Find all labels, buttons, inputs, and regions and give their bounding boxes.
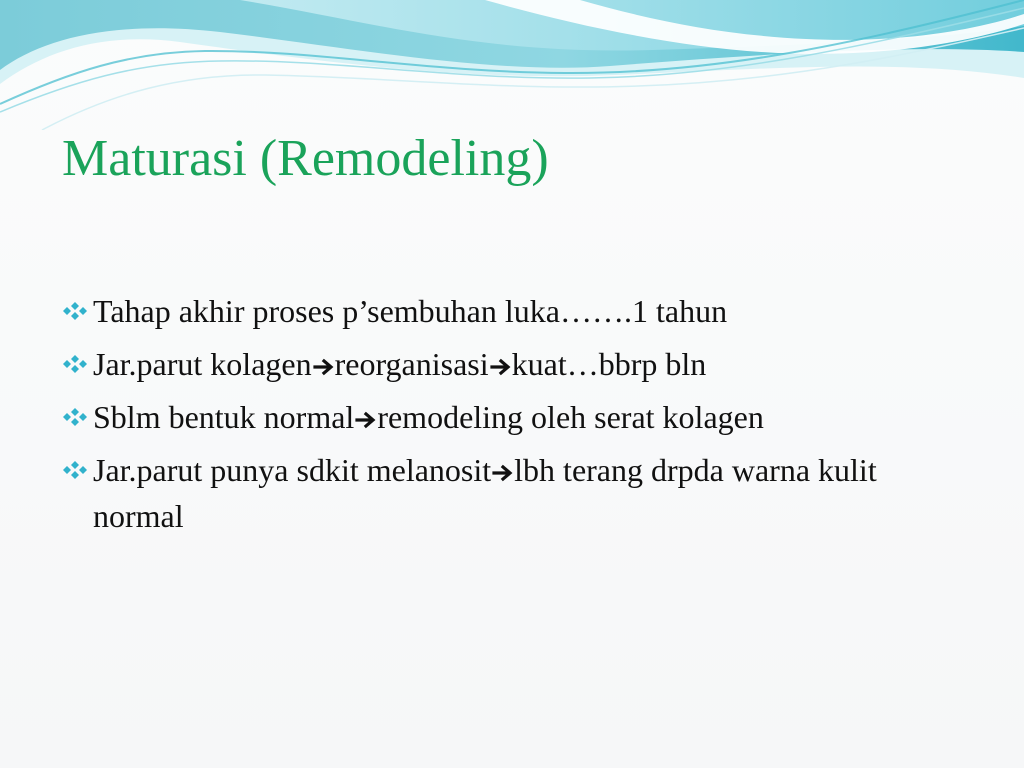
slide-title: Maturasi (Remodeling) xyxy=(62,130,549,187)
bullet-item-2 xyxy=(62,341,962,387)
bullet-text-3b: remodeling oleh serat kolagen xyxy=(377,399,764,435)
right-arrow-icon xyxy=(313,358,334,376)
bullet-text-4b: lbh terang drpda warna kulit normal xyxy=(93,452,877,534)
bullet-text-2b: reorganisasi xyxy=(334,346,489,382)
bullet-list xyxy=(62,288,962,546)
bullet-text-2c: kuat…bbrp bln xyxy=(511,346,707,382)
bullet-text-1: Tahap akhir proses p’sembuhan luka…….1 tahun xyxy=(93,293,728,329)
four-diamond-bullet-icon xyxy=(62,301,88,321)
four-diamond-bullet-icon xyxy=(62,460,88,480)
bullet-item-1 xyxy=(62,288,962,334)
right-arrow-icon xyxy=(490,358,511,376)
bullet-item-3 xyxy=(62,394,962,440)
right-arrow-icon xyxy=(492,464,513,482)
right-arrow-icon xyxy=(355,411,376,429)
four-diamond-bullet-icon xyxy=(62,354,88,374)
bullet-text-2a: Jar.parut kolagen xyxy=(93,346,312,382)
four-diamond-bullet-icon xyxy=(62,407,88,427)
decorative-wave-header xyxy=(0,0,1024,130)
bullet-text-3a: Sblm bentuk normal xyxy=(93,399,355,435)
bullet-item-4 xyxy=(62,447,962,539)
bullet-text-4a: Jar.parut punya sdkit melanosit xyxy=(93,452,492,488)
